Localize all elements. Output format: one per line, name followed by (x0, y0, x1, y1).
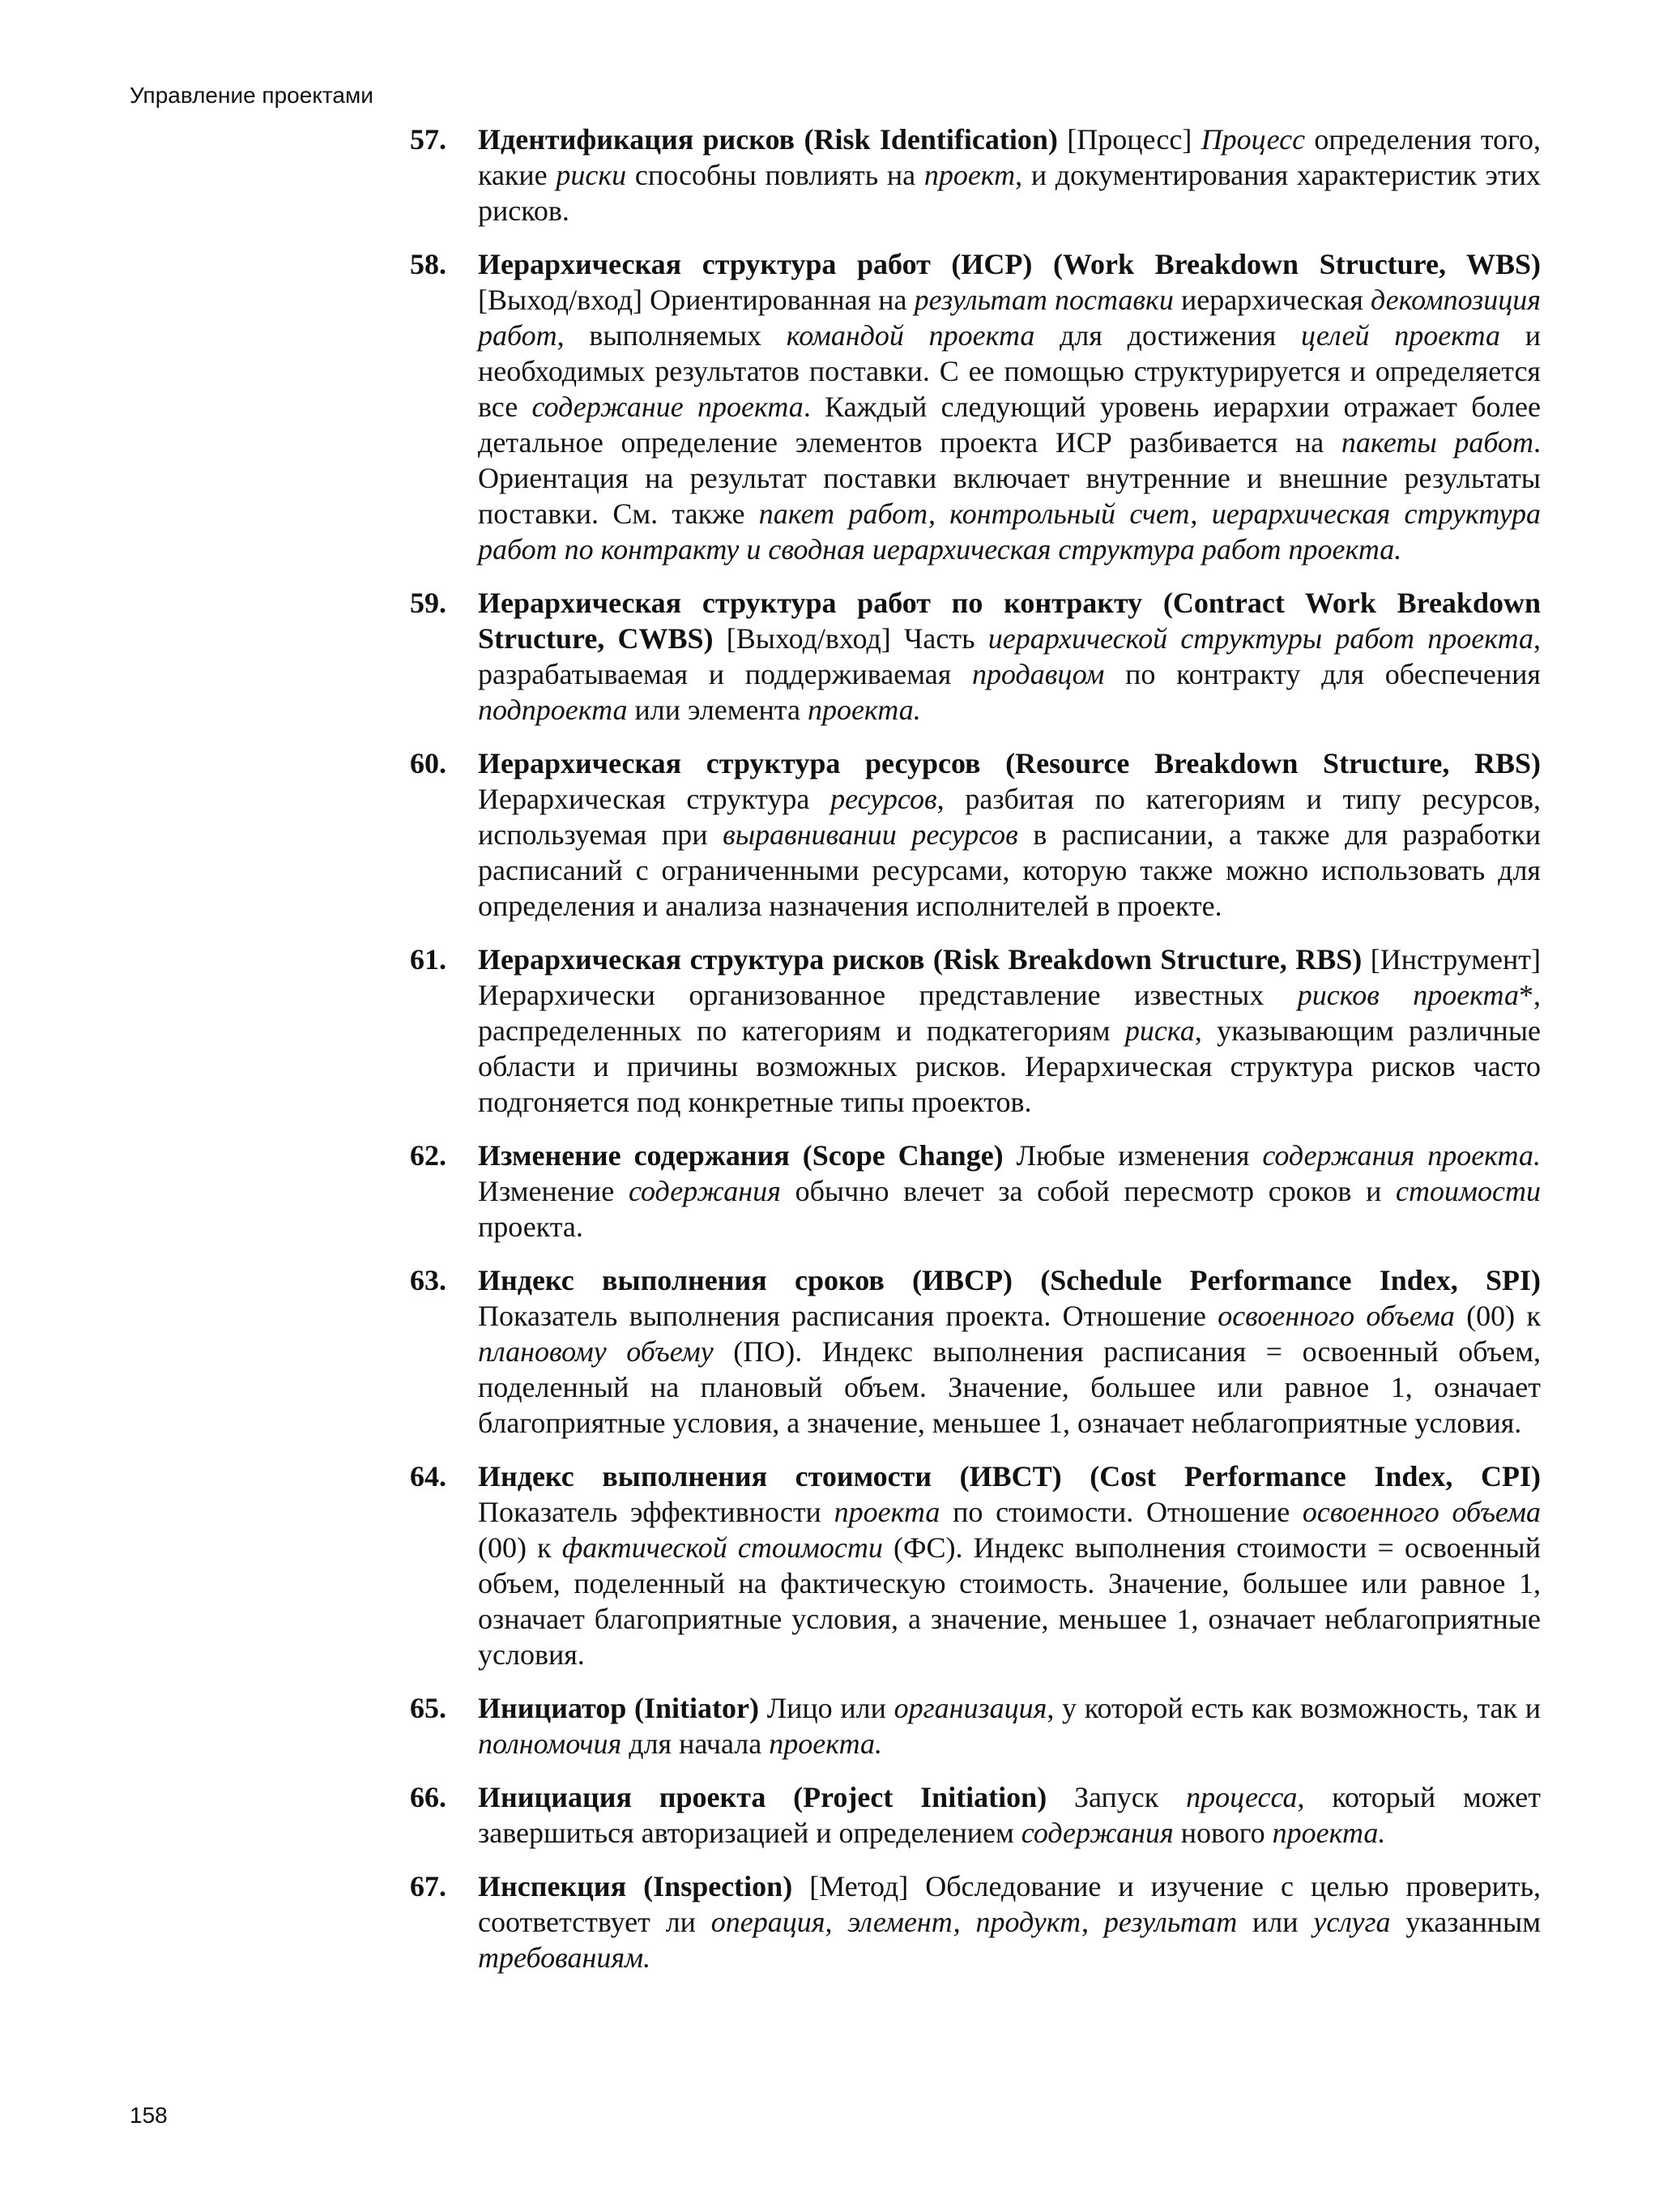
entry-number: 58. (410, 248, 446, 280)
glossary-entry (410, 1262, 1541, 1441)
entry-emphasis: полномочия (478, 1727, 622, 1760)
entry-text: или (1237, 1906, 1314, 1938)
entry-emphasis: освоенного объема (1218, 1300, 1455, 1332)
entry-text: в расписании, а также для разработки расписаний с ограниченными ресурсами, которую также можно использовать для определения и анализа назначения исполнителей в проекте. (478, 818, 1541, 922)
entry-text: для достижения (1034, 319, 1301, 352)
entry-text: Лицо или (758, 1692, 894, 1724)
glossary-entry (410, 1690, 1541, 1761)
entry-emphasis: проекта (834, 1496, 940, 1528)
running-head: Управление проектами (130, 83, 373, 108)
entry-emphasis: процесса (1186, 1781, 1298, 1813)
entry-text: [Выход/вход] Часть (713, 622, 988, 655)
entry-term: Индекс выполнения стоимости (ИВСТ) (Cost Performance Index, CPI) (478, 1460, 1541, 1492)
entry-emphasis: стоимости (1396, 1175, 1541, 1207)
glossary-entry (410, 1138, 1541, 1245)
entry-term: Иерархическая структура работ (ИСР) (Work Breakdown Structure, WBS) (478, 248, 1541, 280)
glossary-entry (410, 942, 1541, 1120)
entry-text: (00) к (478, 1531, 562, 1564)
entry-emphasis: продавцом (972, 658, 1105, 690)
entry-text: (ПО). Индекс выполнения расписания = освоенный объем, поделенный на плановый объем. Значение, большее или равное 1, означает благоприятные условия, а значение, меньшее 1, означает неблагоприятные условия. (478, 1335, 1542, 1439)
entry-term: Идентификация рисков (Risk Identification) (478, 123, 1058, 156)
page-number: 158 (130, 2103, 168, 2128)
entry-text: , выполняемых (557, 319, 787, 352)
glossary-entry (410, 1779, 1541, 1851)
entry-text: (ФС). Индекс выполнения стоимости = освоенный объем, поделенный на фактическую стоимость. Значение, большее или равное 1, означает благоприятные условия, а значение, меньшее 1, означает неблагоприятные условия. (478, 1531, 1542, 1671)
entry-text: , разбитая по категориям и типу ресурсов, используемая при (478, 783, 1541, 851)
entry-term: Инициация проекта (Project Initiation) (478, 1781, 1047, 1813)
entry-emphasis: выравнивании ресурсов (723, 818, 1018, 851)
entry-text: [Процесс] (1057, 123, 1201, 156)
entry-text: и необходимых результатов поставки. С ее помощью структурируется и определяется все (478, 319, 1541, 423)
entry-emphasis: услуга (1313, 1906, 1391, 1938)
entry-text: , указывающим различные области и причины возможных рисков. Иерархическая структура рисков часто подгоняется под конкретные типы проектов. (478, 1014, 1541, 1118)
entry-number: 67. (410, 1870, 446, 1902)
entry-text: способны повлиять на (626, 159, 924, 191)
entry-emphasis: ресурсов (830, 783, 937, 815)
entry-text: [Выход/вход] Ориентированная на (478, 284, 915, 316)
entry-number: 62. (410, 1139, 446, 1172)
entry-emphasis: пакеты работ (1341, 426, 1533, 459)
entry-emphasis: проекта. (1272, 1817, 1386, 1849)
entry-number: 59. (410, 587, 446, 619)
entry-emphasis: подпроекта (478, 694, 628, 726)
entry-text: , у которой есть как возможность, так и (1047, 1692, 1542, 1724)
entry-text: Любые изменения (1003, 1139, 1263, 1172)
entry-emphasis: проекта. (769, 1727, 883, 1760)
entry-number: 63. (410, 1264, 446, 1296)
entry-text: или элемента (627, 694, 808, 726)
entry-number: 60. (410, 747, 446, 779)
glossary-entry (410, 246, 1541, 567)
entry-term: Иерархическая структура рисков (Risk Breakdown Structure, RBS) (478, 943, 1363, 976)
entry-text: определения того, какие (478, 123, 1542, 191)
entry-text: , разрабатываемая и поддерживаемая (478, 622, 1542, 690)
entry-text: иерархическая (1173, 284, 1371, 316)
entry-term: Изменение содержания (Scope Change) (478, 1139, 1004, 1172)
entry-emphasis: декомпозиция работ (478, 284, 1541, 352)
glossary-entry (410, 1868, 1541, 1975)
entry-text: . Каждый следующий уровень иерархии отражает более детальное определение элементов проекта ИСР разбивается на (478, 391, 1541, 459)
entry-emphasis: содержания (628, 1175, 781, 1207)
entry-emphasis: содержания (1021, 1817, 1174, 1849)
entry-text: Показатель эффективности (478, 1496, 834, 1528)
entry-emphasis: рисков проекта (1297, 979, 1519, 1011)
entry-number: 64. (410, 1460, 446, 1492)
entry-emphasis: риски (556, 159, 627, 191)
entry-emphasis: командой проекта (786, 319, 1035, 352)
entry-number: 66. (410, 1781, 446, 1813)
entry-emphasis: целей проекта (1300, 319, 1501, 352)
entry-text: . Ориентация на результат поставки включает внутренние и внешние результаты поставки. См. также (478, 426, 1541, 530)
glossary-entry (410, 122, 1541, 228)
entry-text: , и документирования характеристик этих рисков. (478, 159, 1541, 227)
entry-emphasis: содержания проекта. (1262, 1139, 1541, 1172)
entry-term: Инициатор (Initiator) (478, 1692, 759, 1724)
entry-text: (00) к (1454, 1300, 1541, 1332)
entry-term: Инспекция (Inspection) (478, 1870, 793, 1902)
entry-term: Иерархическая структура работ по контракту (Contract Work Breakdown Structure, CWBS) (478, 587, 1541, 655)
entry-number: 61. (410, 943, 446, 976)
entry-text: указанным (1390, 1906, 1541, 1938)
entry-text: [Метод] Обследование и изучение с целью проверить, соответствует ли (478, 1870, 1542, 1938)
entry-text: Иерархическая структура (478, 783, 831, 815)
entry-emphasis: проекта. (807, 694, 921, 726)
entry-emphasis: требованиям. (478, 1941, 651, 1974)
entry-text: , который может завершиться авторизацией и определением (478, 1781, 1541, 1849)
entry-emphasis: операция, элемент, продукт, результат (710, 1906, 1238, 1938)
glossary-entry (410, 585, 1541, 728)
entry-text: проекта. (478, 1211, 583, 1243)
entry-emphasis: содержание проекта (531, 391, 804, 423)
entry-emphasis: результат поставки (914, 284, 1174, 316)
entry-emphasis: проект (923, 159, 1016, 191)
entry-emphasis: освоенного объема (1302, 1496, 1541, 1528)
entry-text: по стоимости. Отношение (940, 1496, 1303, 1528)
entry-text: нового (1173, 1817, 1273, 1849)
entry-emphasis: иерархической структуры работ проекта (987, 622, 1534, 655)
entry-emphasis: плановому объему (478, 1335, 714, 1368)
glossary-entry (410, 1458, 1541, 1672)
entry-emphasis: организация (893, 1692, 1047, 1724)
entry-number: 65. (410, 1692, 446, 1724)
entry-text: Изменение (478, 1175, 629, 1207)
entry-term: Иерархическая структура ресурсов (Resource Breakdown Structure, RBS) (478, 747, 1541, 779)
entry-text: [Инструмент] Иерархически организованное представление известных (478, 943, 1542, 1011)
entry-text: Показатель выполнения расписания проекта. Отношение (478, 1300, 1218, 1332)
entry-text: по контракту для обеспечения (1104, 658, 1541, 690)
entry-text: *, распределенных по категориям и подкатегориям (478, 979, 1541, 1047)
entry-number: 57. (410, 123, 446, 156)
entry-text: обычно влечет за собой пересмотр сроков и (780, 1175, 1397, 1207)
entry-text: для начала (621, 1727, 770, 1760)
entry-emphasis: пакет работ, контрольный счет, иерархическая структура работ по контракту и сводная иерархическая структура работ проекта. (478, 497, 1541, 566)
entry-emphasis: риска (1124, 1014, 1195, 1047)
entry-text: Запуск (1047, 1781, 1187, 1813)
entry-emphasis: фактической стоимости (561, 1531, 883, 1564)
entry-term: Индекс выполнения сроков (ИВСР) (Schedule Performance Index, SPI) (478, 1264, 1541, 1296)
glossary-entries (410, 122, 1541, 1993)
entry-emphasis: Процесс (1201, 123, 1306, 156)
glossary-entry (410, 745, 1541, 924)
